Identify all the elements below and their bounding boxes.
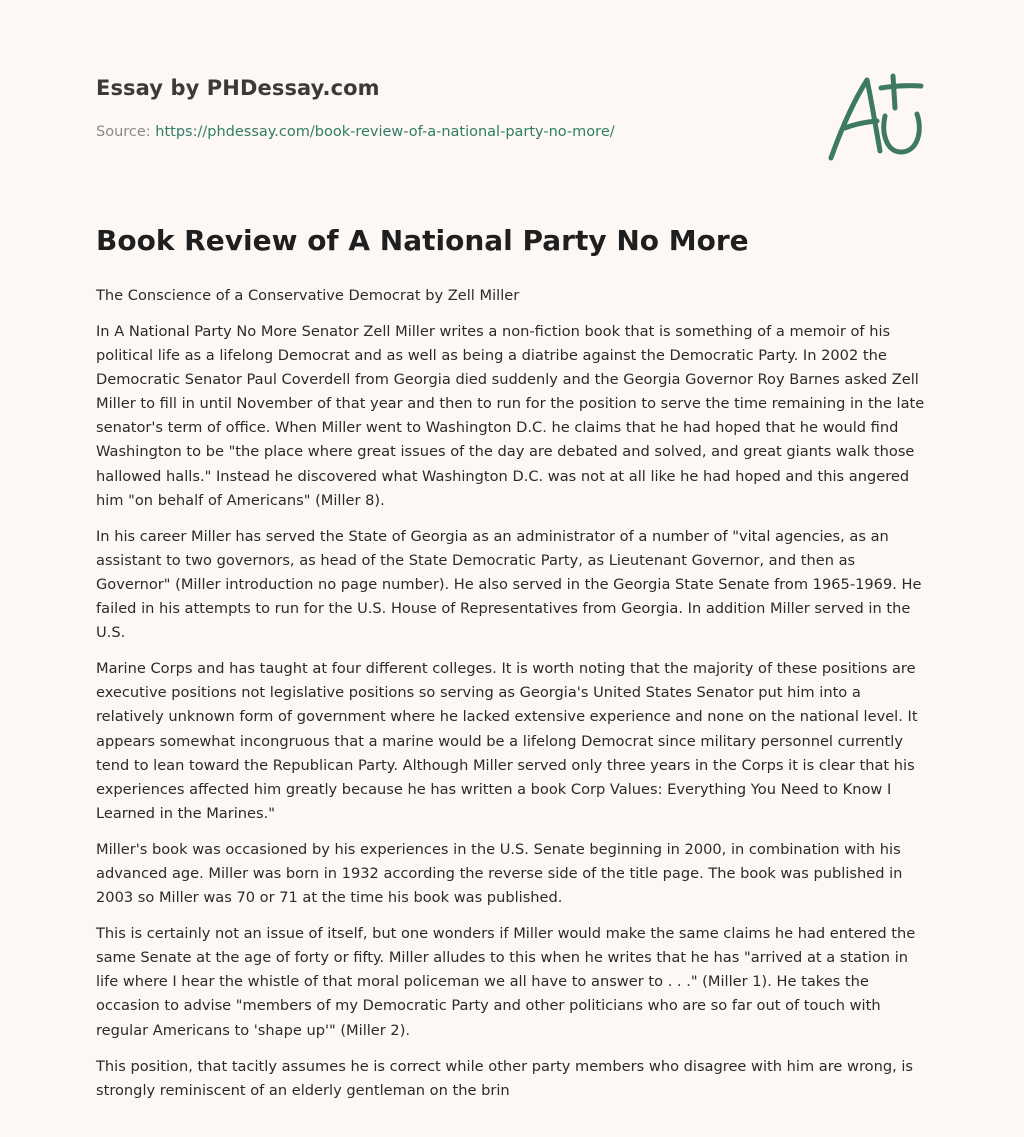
a-plus-logo-icon <box>825 68 930 166</box>
source-label: Source: <box>96 124 151 140</box>
essay-paragraph: In A National Party No More Senator Zell Miller writes a non-fiction book that is something of a memoir of his political life as a lifelong Democrat and as well as being a diatribe against the Democratic Party. In 2002 the Democratic Senator Paul Coverdell from Georgia died suddenly and the Georgia Governor Roy Barnes asked Zell Miller to fill in until November of that year and then to run for the position to serve the time remaining in the late senator's term of office. When Miller went to Washington D.C. he claims that he had hoped that he would find Washington to be "the place where great issues of the day are debated and solved, and great giants walk those hallowed halls." Instead he discovered what Washington D.C. was not at all like he had hoped and this angered him "on behalf of Americans" (Miller 8). <box>96 323 925 509</box>
essay-paragraph: Miller's book was occasioned by his experiences in the U.S. Senate beginning in 2000, in combination with his advanced age. Miller was born in 1932 according the reverse side of the title page. The book was published in 2003 so Miller was 70 or 71 at the time his book was published. <box>96 840 903 907</box>
essay-paragraph: This position, that tacitly assumes he is correct while other party members who disagree with him are wrong, is strongly reminiscent of an elderly gentleman on the brin <box>96 1057 914 1099</box>
essay-subtitle: The Conscience of a Conservative Democrat by Zell Miller <box>96 287 520 304</box>
source-line <box>96 124 615 140</box>
source-link[interactable]: https://phdessay.com/book-review-of-a-national-party-no-more/ <box>155 124 615 140</box>
essay-paragraph: This is certainly not an issue of itself, but one wonders if Miller would make the same claims he had entered the same Senate at the age of forty or fifty. Miller alludes to this when he writes that he has "arrived at a station in life where I hear the whistle of that moral policeman we all have to answer to . . ." (Miller 1). He takes the occasion to advise "members of my Democratic Party and other politicians who are so far out of touch with regular Americans to 'shape up'" (Miller 2). <box>96 925 916 1039</box>
essay-paragraph: Marine Corps and has taught at four different colleges. It is worth noting that the majority of these positions are executive positions not legislative positions so serving as Georgia's United States Senator put him into a relatively unknown form of government where he lacked extensive experience and none on the national level. It appears somewhat incongruous that a marine would be a lifelong Democrat since military personnel currently tend to lean toward the Republican Party. Although Miller served only three years in the Corps it is clear that his experiences affected him greatly because he has written a book Corp Values: Everything You Need to Know I Learned in the Marines." <box>96 660 918 822</box>
essay-paragraph: In his career Miller has served the State of Georgia as an administrator of a number of "vital agencies, as an assistant to two governors, as head of the State Democratic Party, as Lieutenant Governor, and then as Governor" (Miller introduction no page number). He also served in the Georgia State Senate from 1965-1969. He failed in his attempts to run for the U.S. House of Representatives from Georgia. In addition Miller served in the U.S. <box>96 527 922 642</box>
essay-title: Book Review of A National Party No More <box>96 224 749 257</box>
essay-body <box>96 320 926 1115</box>
site-brand: Essay by PHDessay.com <box>96 76 380 100</box>
